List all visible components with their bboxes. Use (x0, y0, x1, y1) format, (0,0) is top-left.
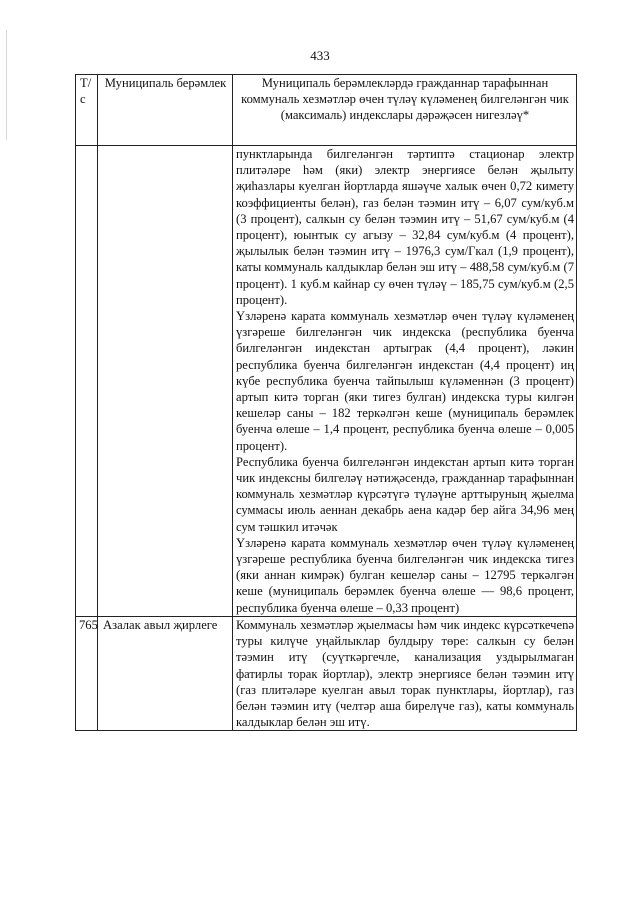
row-municipality (98, 146, 233, 617)
scan-edge-mark (6, 30, 7, 140)
page-number: 433 (310, 48, 330, 63)
description-paragraph: пунктларында билгеләнгән тәртиптә стационар электр плитәләре һәм (яки) электр энергиясе белән җылыту җиһазлары куелган йортларда яшәүче халык өчен 0,72 кимету коэффициенты белән), газ белән тәэмин итү – 6,07 сум/куб.м (3 процент), салкын су белән тәэмин итү – 51,67 сум/куб.м (4 процент), юынтык су агызу – 32,84 сум/куб.м (4 процент), җылылык белән тәэмин итү – 1976,3 сум/Гкал (1,9 процент), каты коммуналь калдыклар белән эш итү – 488,58 сум/куб.м (7 процент). 1 куб.м кайнар су өчен түләү – 185,75 сум/куб.м (2,5 процент). (236, 147, 574, 307)
row-description (233, 146, 577, 617)
description-paragraph: Республика буенча билгеләнгән индекстан артып китә торган чик индексны билгеләү нәтиҗәсендә, гражданнар тарафыннан коммуналь хезмәтләр күрсәтүгә түләүне арттыруның җыелма суммасы июль аеннан декабрь аена кадәр бер айга 34,96 мең сум тәшкил итәчәк (236, 454, 574, 534)
header-description: Муниципаль берәмлекләрдә гражданнар тарафыннан коммуналь хезмәтләр өчен түләү күләменең билгеләнгән чик (максималь) индекслары дәрәҗәсен нигезләү* (233, 75, 577, 146)
row-municipality: Азалак авыл җирлеге (98, 616, 233, 730)
header-municipality: Муниципаль берәмлек (98, 75, 233, 146)
table-header-row (76, 75, 577, 146)
table-row (76, 616, 577, 730)
row-num: 765 (76, 616, 98, 730)
row-num (76, 146, 98, 617)
header-num: Т/с (76, 75, 98, 146)
municipal-index-table (75, 74, 577, 731)
row-description (233, 616, 577, 730)
description-paragraph: Үзләренә карата коммуналь хезмәтләр өчен түләү күләменең үзгәреше билгеләнгән чик индекска (республика буенча билгеләнгән индекстан артыграк (4,4 процент), ләкин республика буенча билгеләнгән индекстан (4,4 процент) иң күбе республика буенча тайпылыш күләменнән (3 процент) артып китә торган (яки тигез булган) индекска туры килгән кешеләр саны – 182 теркәлгән кеше (муниципаль берәмлек буенча өлеше – 1,4 процент, республика буенча өлеше – 0,005 процент). (236, 309, 574, 453)
description-paragraph: Үзләренә карата коммуналь хезмәтләр өчен түләү күләменең үзгәреше республика буенча билгеләнгән чик индекска тигез (яки аннан кимрәк) булган кешеләр саны – 12795 теркәлгән кеше (муниципаль берәмлек буенча өлеше — 98,6 процент, республика буенча өлеше – 0,33 процент) (236, 535, 574, 615)
description-paragraph: Коммуналь хезмәтләр җыелмасы һәм чик индекс күрсәткечenә туры килүче уңайлыклар булдыру төре: салкын су белән тәэмин итү (суүткәргечле, канализация уздырылмаган фатирлы торак йортлар), электр энергиясе белән тәэмин итү (газ плитәләре куелган авыл торак пунктлары, йортлар), газ белән тәэмин итү (челтәр аша бирелүче газ), каты коммуналь калдыклар белән эш итү. (236, 617, 574, 730)
table-row (76, 146, 577, 617)
